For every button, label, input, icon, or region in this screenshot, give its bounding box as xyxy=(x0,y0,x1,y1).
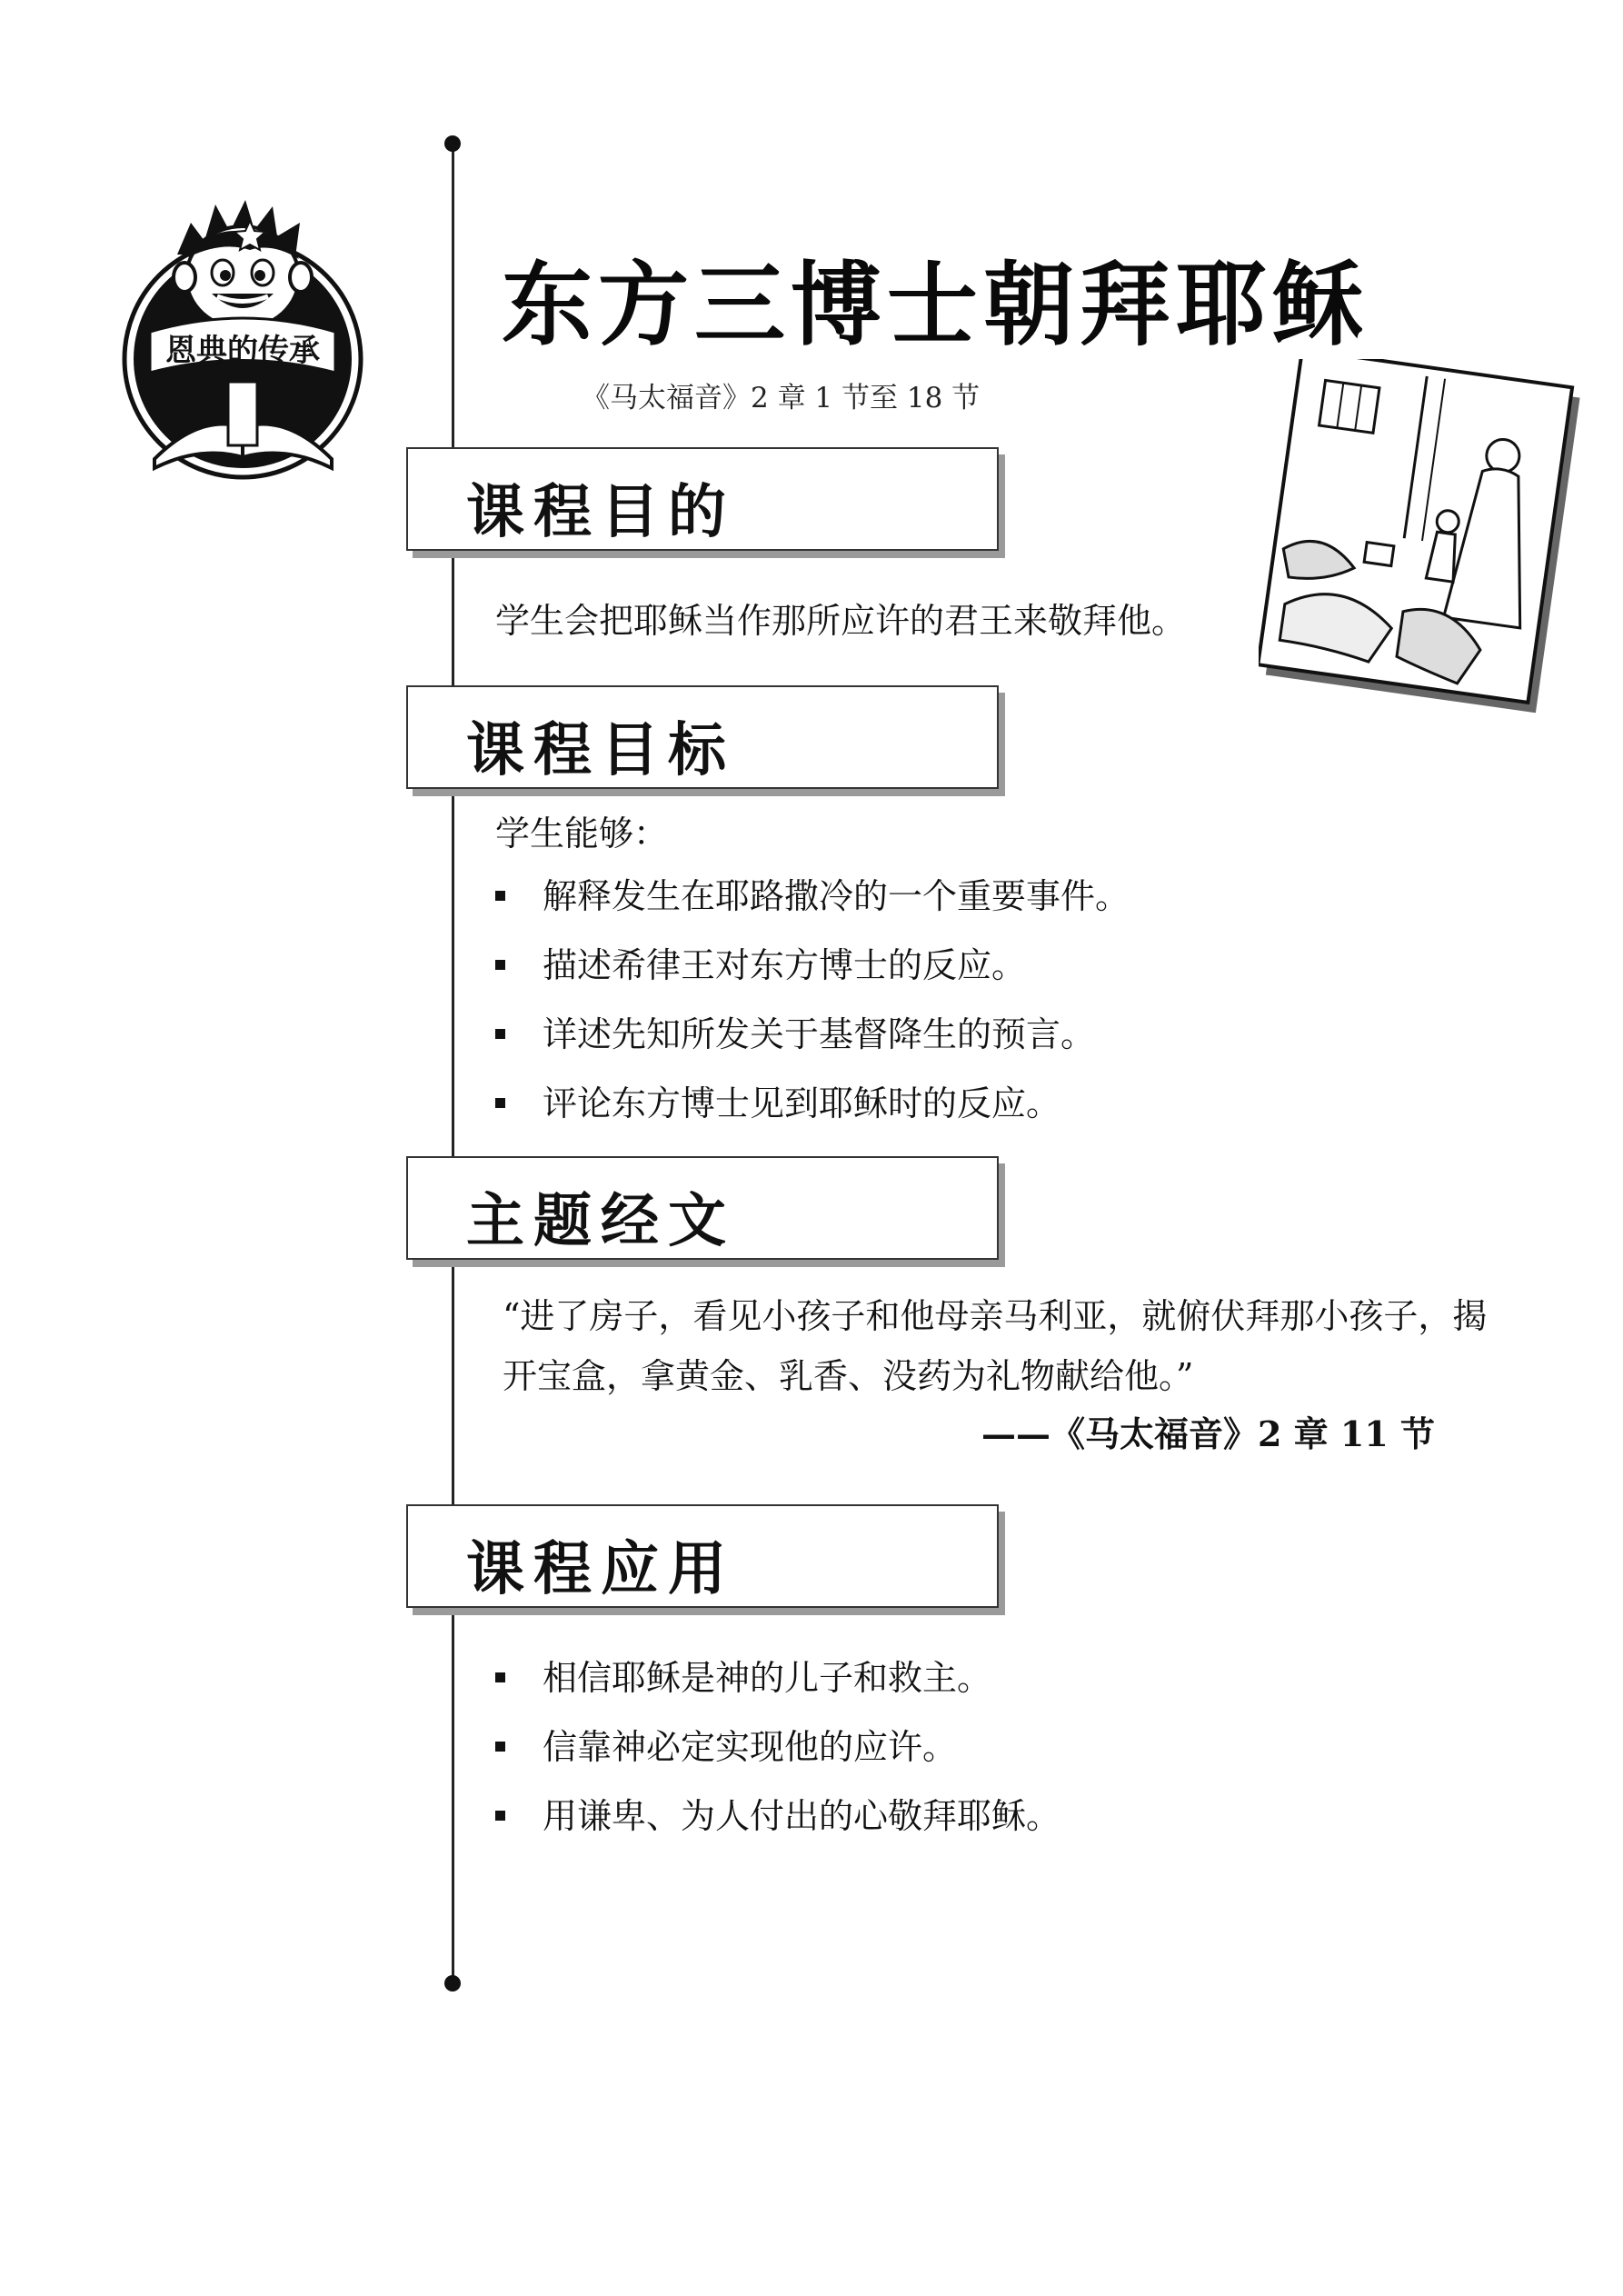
list-item xyxy=(495,1069,1130,1138)
bullet-square-icon xyxy=(495,1672,505,1682)
section-header-objectives xyxy=(406,685,999,789)
list-item-text: 解释发生在耶路撒冷的一个重要事件。 xyxy=(543,876,1130,916)
timeline-dot-bottom xyxy=(444,1975,461,1992)
timeline-line xyxy=(452,144,454,1985)
page-title: 东方三博士朝拜耶稣 xyxy=(502,251,1369,358)
list-item xyxy=(495,1712,1060,1782)
section-header-purpose xyxy=(406,447,999,551)
list-item xyxy=(495,931,1130,1000)
bullet-square-icon xyxy=(495,1029,505,1039)
list-item xyxy=(495,862,1130,931)
objectives-intro: 学生能够： xyxy=(495,814,669,854)
bullet-square-icon xyxy=(495,1811,505,1821)
scripture-range: 《马太福音》2 章 1 节至 18 节 xyxy=(582,382,981,414)
logo-text: 恩典的传承 xyxy=(165,333,320,369)
bullet-square-icon xyxy=(495,960,505,970)
purpose-text: 学生会把耶稣当作那所应许的君王来敬拜他。 xyxy=(495,601,1187,641)
list-item xyxy=(495,1000,1130,1069)
list-item-text: 用谦卑、为人付出的心敬拜耶稣。 xyxy=(543,1796,1061,1836)
list-item-text: 信靠神必定实现他的应许。 xyxy=(543,1727,958,1767)
bullet-square-icon xyxy=(495,1742,505,1752)
list-item xyxy=(495,1643,1060,1712)
bullet-square-icon xyxy=(495,891,505,901)
section-header-theme-verse xyxy=(406,1156,999,1260)
application-list xyxy=(495,1643,1060,1851)
wise-men-illustration xyxy=(1259,359,1586,723)
section-heading: 课程应用 xyxy=(466,1535,735,1603)
section-header-application xyxy=(406,1504,999,1608)
theme-verse-text: “进了房子，看见小孩子和他母亲马利亚，就俯伏拜那小孩子，揭开宝盒，拿黄金、乳香、没药为礼物献给他。” xyxy=(503,1296,1488,1396)
timeline-dot-top xyxy=(444,135,461,152)
objectives-list xyxy=(495,862,1130,1138)
list-item-text: 详述先知所发关于基督降生的预言。 xyxy=(543,1014,1096,1054)
logo-boy-with-book xyxy=(114,186,373,491)
section-heading: 课程目的 xyxy=(466,478,735,546)
section-heading: 课程目标 xyxy=(466,716,735,784)
list-item-text: 评论东方博士见到耶稣时的反应。 xyxy=(543,1083,1061,1123)
list-item xyxy=(495,1782,1060,1851)
theme-verse-reference: ——《马太福音》2 章 11 节 xyxy=(981,1413,1436,1454)
list-item-text: 相信耶稣是神的儿子和救主。 xyxy=(543,1658,992,1698)
bullet-square-icon xyxy=(495,1098,505,1108)
list-item-text: 描述希律王对东方博士的反应。 xyxy=(543,945,1027,985)
section-heading: 主题经文 xyxy=(466,1187,735,1255)
